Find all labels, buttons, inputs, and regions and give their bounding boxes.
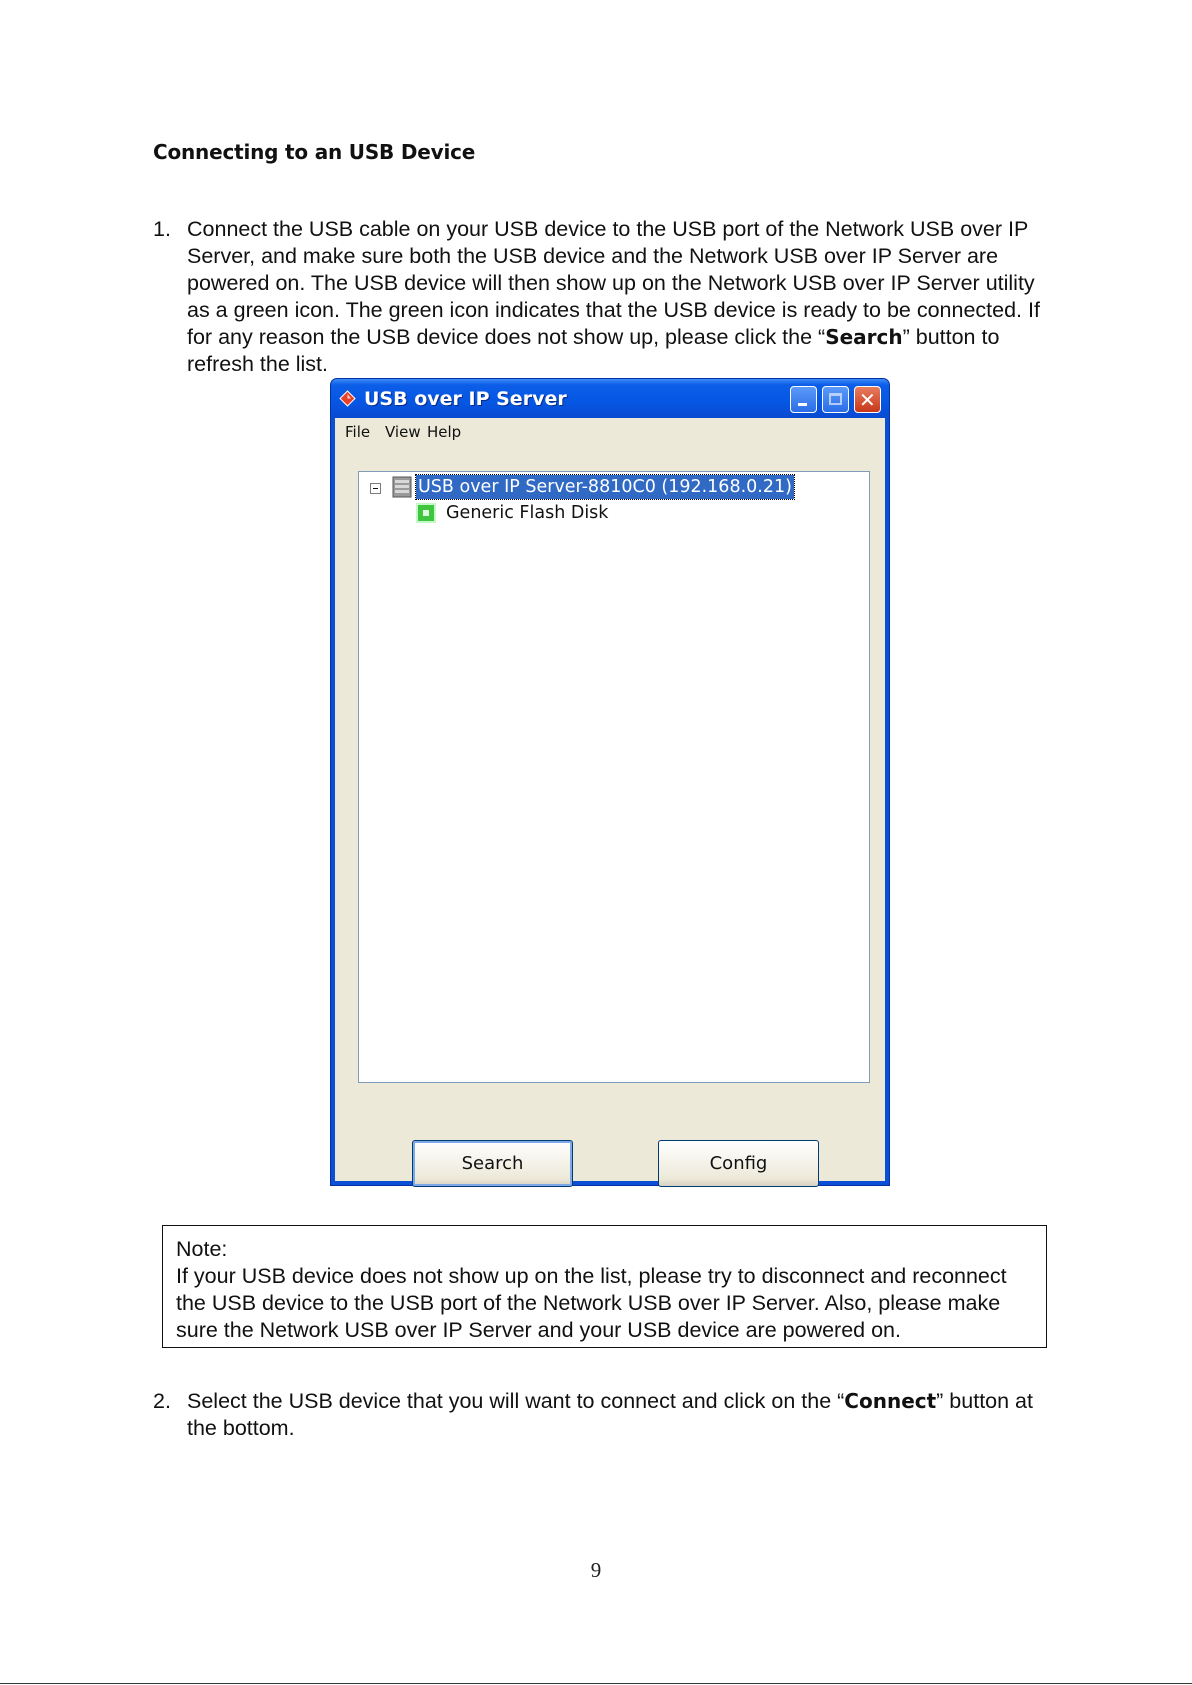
step-text [187,216,1073,378]
note-line: the USB device to the USB port of the Network USB over IP Server. Also, please make [176,1291,1001,1315]
step-line: Server, and make sure both the USB device and the Network USB over IP Server are [187,244,999,268]
step-line: the bottom. [187,1416,295,1440]
menu-help[interactable]: Help [427,423,462,441]
step-line: Connect the USB cable on your USB device to the USB port of the Network USB over IP [187,217,1029,241]
footer-divider [0,1683,1192,1684]
window-title: USB over IP Server [364,388,567,410]
collapse-toggle-icon[interactable] [370,483,381,494]
step-line: powered on. The USB device will then show up on the Network USB over IP Server utility [187,271,1035,295]
step-1 [153,216,1073,378]
note-title: Note: [176,1237,228,1261]
page-number: 9 [590,1558,602,1582]
tree-item-device[interactable]: Generic Flash Disk [446,503,609,523]
step-line: as a green icon. The green icon indicates that the USB device is ready to be connected. If [187,298,1040,322]
menu-file[interactable]: File [345,423,371,441]
usb-over-ip-window [330,378,890,1186]
text-segment: for any reason the USB device does not show up, please click the “ [187,325,826,349]
maximize-icon [829,393,842,405]
step-line: refresh the list. [187,352,328,376]
step-text [187,1388,1073,1442]
minimize-button[interactable] [790,386,817,413]
minimize-icon [798,403,807,406]
search-emphasis: Search [825,325,903,349]
usb-device-green-icon[interactable] [416,503,436,523]
window-client-area [335,418,885,1181]
step-line [187,1389,1033,1413]
step-2 [153,1388,1073,1442]
menu-view[interactable]: View [385,423,421,441]
note-line: If your USB device does not show up on the list, please try to disconnect and reconnect [176,1264,1007,1288]
config-button[interactable]: Config [658,1140,819,1187]
tree-item-server[interactable]: USB over IP Server-8810C0 (192.168.0.21) [418,477,792,497]
search-button[interactable]: Search [412,1140,573,1187]
maximize-button[interactable] [822,386,849,413]
connect-emphasis: Connect [844,1389,937,1413]
close-button[interactable] [854,386,881,413]
text-segment: Select the USB device that you will want to connect and click on the “ [187,1389,845,1413]
step-number: 1. [153,217,171,241]
device-tree[interactable] [358,471,870,1083]
step-line [187,325,999,349]
app-diamond-icon [339,390,356,407]
server-icon [392,476,412,498]
note-box [162,1225,1047,1348]
text-segment: ” button at [936,1389,1033,1413]
step-number: 2. [153,1389,171,1413]
close-icon: ✕ [859,388,876,412]
text-segment: ” button to [902,325,1000,349]
window-titlebar[interactable] [331,379,889,418]
section-heading: Connecting to an USB Device [153,140,476,164]
note-line: sure the Network USB over IP Server and your USB device are powered on. [176,1318,901,1342]
